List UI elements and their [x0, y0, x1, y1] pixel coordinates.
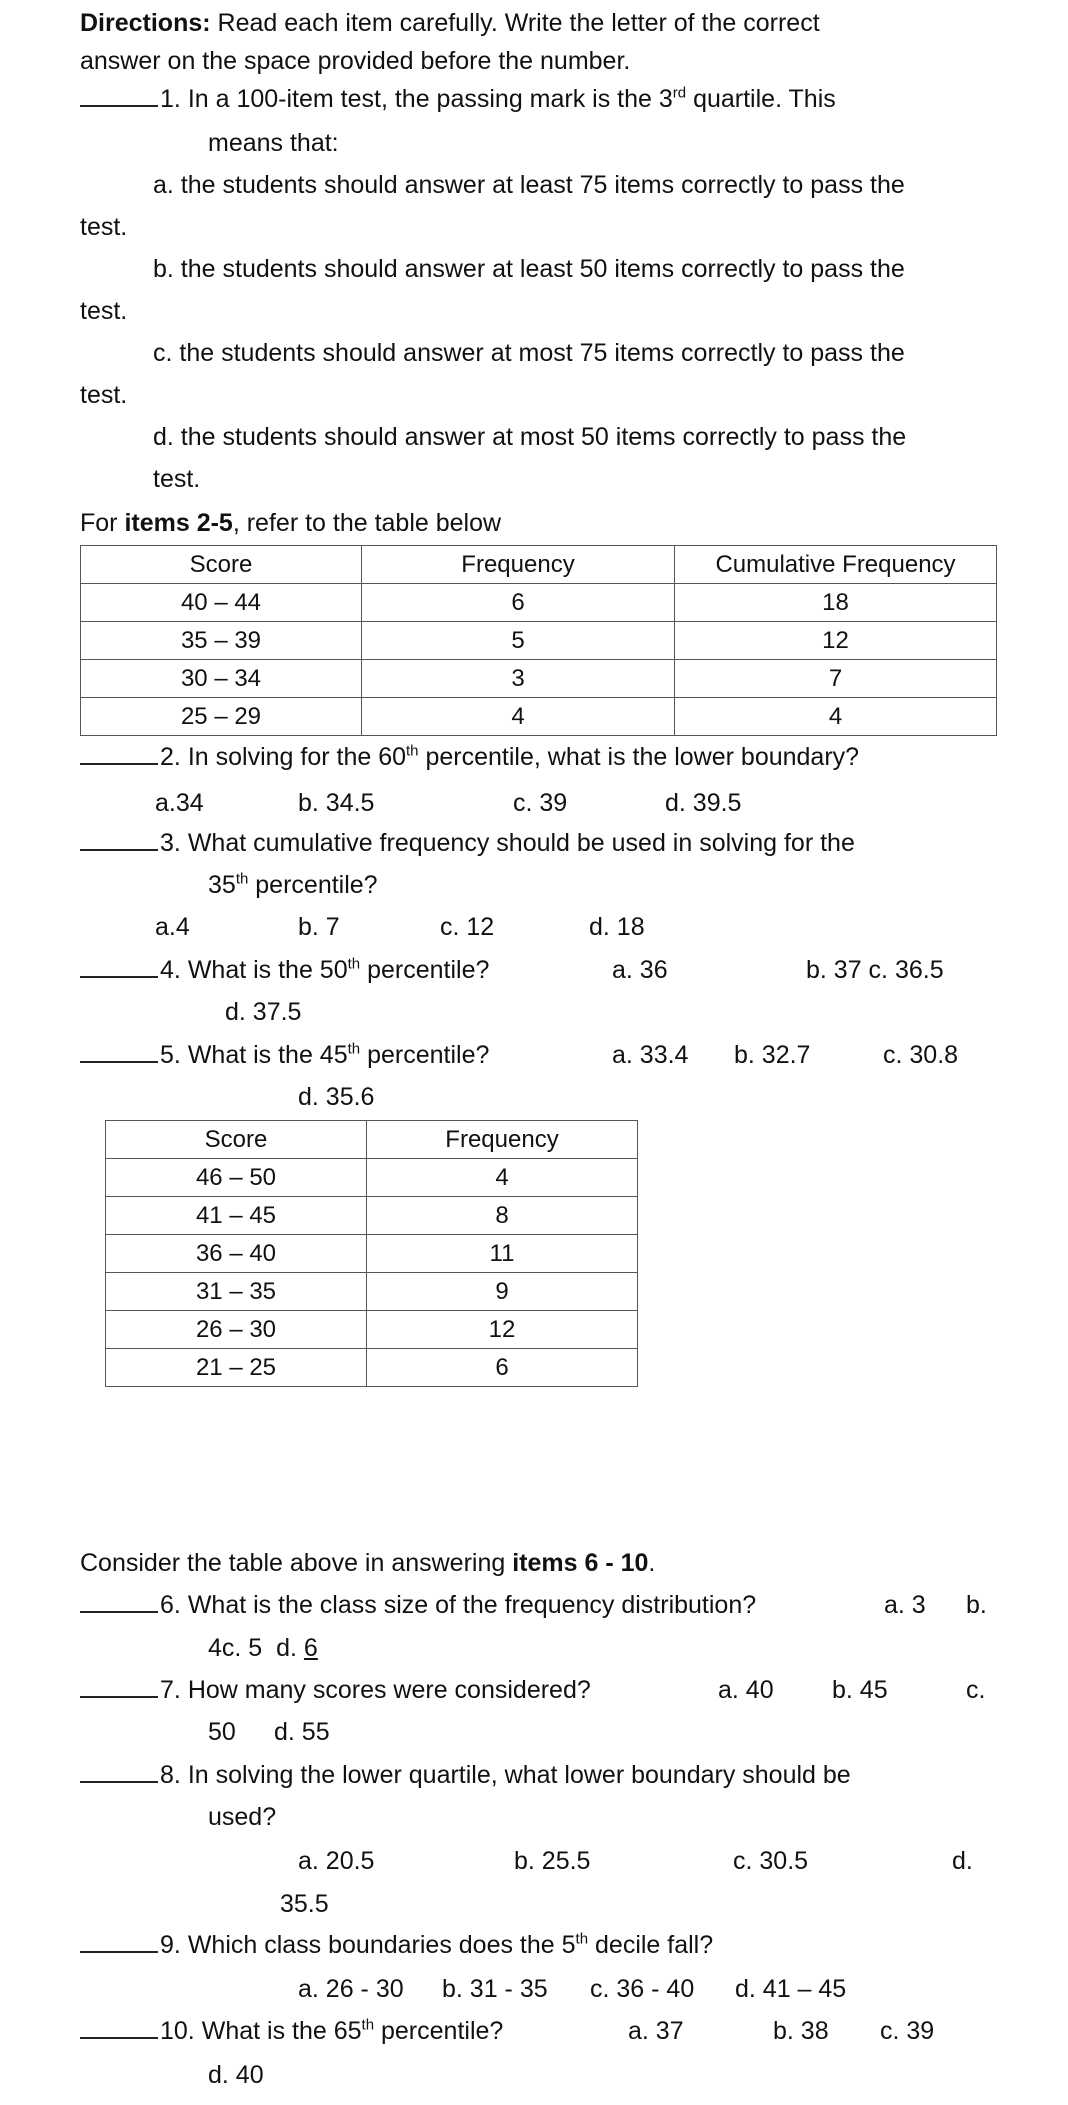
q6-option-d-value: 6 — [303, 1634, 318, 1662]
answer-blank-7[interactable] — [80, 1696, 158, 1698]
table-cell: 46 – 50 — [106, 1159, 367, 1197]
answer-blank-1[interactable] — [80, 105, 158, 107]
q9-option-a: a. 26 - 30 — [298, 1975, 404, 2003]
table2-header: Score — [106, 1121, 367, 1159]
q6-option-bc: 4c. 5 — [208, 1634, 263, 1662]
q1-option-b-end: test. — [80, 297, 128, 325]
q2-option-c: c. 39 — [513, 789, 568, 817]
table2-reference — [80, 1548, 655, 1578]
table-cell: 36 – 40 — [106, 1235, 367, 1273]
table-cell: 31 – 35 — [106, 1273, 367, 1311]
q1-text-a: In a 100-item test, the passing mark is the 3 — [187, 85, 673, 113]
q10-option-c: c. 39 — [880, 2017, 935, 2045]
q1-text-b: quartile. This — [693, 85, 836, 113]
q4-option-bc: b. 37 c. 36.5 — [806, 956, 944, 984]
q4-number: 4. — [160, 956, 181, 984]
question-6 — [80, 1590, 756, 1620]
q3-text-2 — [208, 870, 378, 900]
table-cell: 12 — [675, 622, 997, 660]
table1-header: Frequency — [362, 546, 675, 584]
frequency-table-2 — [105, 1120, 638, 1387]
q7-option-c: c. — [966, 1676, 986, 1704]
table-cell: 4 — [675, 698, 997, 736]
q3-sup: th — [235, 870, 249, 888]
q1-text-c: means that: — [208, 129, 339, 157]
q6-option-a: a. 3 — [884, 1591, 926, 1619]
q7-option-c-value: 50 — [208, 1718, 236, 1746]
q10-number: 10. — [160, 2017, 195, 2045]
answer-blank-4[interactable] — [80, 976, 158, 978]
q1-option-b: b. the students should answer at least 50 items correctly to pass the — [153, 255, 905, 283]
table-cell: 5 — [362, 622, 675, 660]
ref1-pre: For — [80, 509, 118, 537]
q7-option-a: a. 40 — [718, 1676, 774, 1704]
table-row — [81, 584, 997, 622]
q6-number: 6. — [160, 1591, 181, 1619]
table1-header: Score — [81, 546, 362, 584]
q7-number: 7. — [160, 1676, 181, 1704]
q2-sup: th — [406, 742, 419, 760]
ref1-post: , refer to the table below — [232, 509, 502, 537]
q8-option-a: a. 20.5 — [298, 1847, 375, 1875]
question-10 — [80, 2016, 503, 2046]
table-cell: 7 — [675, 660, 997, 698]
q8-option-d: d. — [952, 1847, 973, 1875]
directions-label: Directions: — [80, 9, 211, 37]
q2-text-a: In solving for the 60 — [187, 743, 407, 771]
q8-text: In solving the lower quartile, what lower boundary should be — [187, 1761, 851, 1789]
table2-header-row — [106, 1121, 638, 1159]
q10-text-b: percentile? — [381, 2017, 504, 2045]
q5-option-a: a. 33.4 — [612, 1041, 689, 1069]
q3-text: What cumulative frequency should be used in solving for the — [187, 829, 855, 857]
q8-text-2: used? — [208, 1803, 277, 1831]
q10-option-d: d. 40 — [208, 2061, 264, 2089]
q3-option-d: d. 18 — [589, 913, 645, 941]
ref2-bold: items 6 - 10 — [512, 1549, 649, 1577]
table1-header-row — [81, 546, 997, 584]
table1-header: Cumulative Frequency — [675, 546, 997, 584]
table-row — [81, 660, 997, 698]
ref2-post: . — [648, 1549, 656, 1577]
q1-option-d: d. the students should answer at most 50 items correctly to pass the — [153, 423, 907, 451]
q6-text: What is the class size of the frequency distribution? — [187, 1591, 757, 1619]
q5-option-b: b. 32.7 — [734, 1041, 811, 1069]
ref2-pre: Consider the table above in answering — [80, 1549, 506, 1577]
q1-option-a: a. the students should answer at least 75 items correctly to pass the — [153, 171, 905, 199]
q9-text-b: decile fall? — [595, 1931, 714, 1959]
answer-blank-2[interactable] — [80, 763, 158, 765]
q4-option-a: a. 36 — [612, 956, 668, 984]
q6-line-2 — [208, 1633, 318, 1663]
table-row — [106, 1159, 638, 1197]
table-row — [106, 1197, 638, 1235]
q6-option-b: b. — [966, 1591, 987, 1619]
table1-reference — [80, 508, 501, 538]
table-cell: 6 — [362, 584, 675, 622]
q9-text-a: Which class boundaries does the 5 — [187, 1931, 576, 1959]
answer-blank-8[interactable] — [80, 1781, 158, 1783]
table-cell: 26 – 30 — [106, 1311, 367, 1349]
q3-option-b: b. 7 — [298, 913, 340, 941]
answer-blank-9[interactable] — [80, 1951, 158, 1953]
q5-option-c: c. 30.8 — [883, 1041, 959, 1069]
q1-option-d-end: test. — [153, 465, 201, 493]
q7-text: How many scores were considered? — [187, 1676, 591, 1704]
table-row — [81, 698, 997, 736]
table-cell: 30 – 34 — [81, 660, 362, 698]
directions-text-2: answer on the space provided before the number. — [80, 47, 631, 75]
table2-header: Frequency — [367, 1121, 638, 1159]
q4-text-a: What is the 50 — [187, 956, 348, 984]
q10-option-b: b. 38 — [773, 2017, 829, 2045]
q10-sup: th — [361, 2016, 375, 2034]
q4-option-d: d. 37.5 — [225, 998, 302, 1026]
q3-text2-a: 35 — [208, 871, 236, 899]
q9-number: 9. — [160, 1931, 181, 1959]
q2-option-d: d. 39.5 — [665, 789, 742, 817]
q1-option-c-end: test. — [80, 381, 128, 409]
q5-text-b: percentile? — [367, 1041, 490, 1069]
frequency-table-1 — [80, 545, 997, 736]
q2-text-b: percentile, what is the lower boundary? — [425, 743, 860, 771]
directions-text-1: Read each item carefully. Write the letter of the correct — [217, 9, 820, 37]
table-cell: 4 — [367, 1159, 638, 1197]
table-cell: 25 – 29 — [81, 698, 362, 736]
table-cell: 11 — [367, 1235, 638, 1273]
q9-option-c: c. 36 - 40 — [590, 1975, 695, 2003]
answer-blank-3[interactable] — [80, 849, 158, 851]
q5-number: 5. — [160, 1041, 181, 1069]
directions-line-1 — [80, 8, 820, 38]
ref1-bold: items 2-5 — [124, 509, 233, 537]
q2-number: 2. — [160, 743, 181, 771]
q1-option-c: c. the students should answer at most 75 items correctly to pass the — [153, 339, 905, 367]
question-3 — [80, 828, 855, 858]
q8-option-b: b. 25.5 — [514, 1847, 591, 1875]
question-2 — [80, 742, 859, 772]
q8-number: 8. — [160, 1761, 181, 1789]
q5-option-d: d. 35.6 — [298, 1083, 375, 1111]
table-cell: 12 — [367, 1311, 638, 1349]
q9-sup: th — [575, 1930, 589, 1948]
table-cell: 35 – 39 — [81, 622, 362, 660]
q7-option-b: b. 45 — [832, 1676, 888, 1704]
table-cell: 41 – 45 — [106, 1197, 367, 1235]
q10-text-a: What is the 65 — [201, 2017, 362, 2045]
q3-option-a: a.4 — [155, 913, 190, 941]
answer-blank-6[interactable] — [80, 1611, 158, 1613]
q10-option-a: a. 37 — [628, 2017, 684, 2045]
answer-blank-5[interactable] — [80, 1061, 158, 1063]
q9-option-b: b. 31 - 35 — [442, 1975, 548, 2003]
table-row — [106, 1311, 638, 1349]
q2-option-a: a.34 — [155, 789, 204, 817]
q5-text-a: What is the 45 — [187, 1041, 348, 1069]
q1-sup: rd — [672, 84, 687, 102]
q4-text-b: percentile? — [367, 956, 490, 984]
table-cell: 3 — [362, 660, 675, 698]
q1-number: 1. — [160, 85, 181, 113]
question-4 — [80, 955, 489, 985]
table-cell: 21 – 25 — [106, 1349, 367, 1387]
q3-option-c: c. 12 — [440, 913, 495, 941]
question-9 — [80, 1930, 713, 1960]
q6-option-d-label: d. — [276, 1634, 297, 1662]
q7-option-d: d. 55 — [274, 1718, 330, 1746]
q2-option-b: b. 34.5 — [298, 789, 375, 817]
q3-number: 3. — [160, 829, 181, 857]
table-cell: 8 — [367, 1197, 638, 1235]
q8-option-d-value: 35.5 — [280, 1890, 329, 1918]
q5-sup: th — [347, 1040, 361, 1058]
table-row — [106, 1349, 638, 1387]
table-cell: 40 – 44 — [81, 584, 362, 622]
q9-option-d: d. 41 – 45 — [735, 1975, 847, 2003]
table-cell: 4 — [362, 698, 675, 736]
table-row — [81, 622, 997, 660]
answer-blank-10[interactable] — [80, 2037, 158, 2039]
q4-sup: th — [347, 955, 361, 973]
table-row — [106, 1273, 638, 1311]
question-5 — [80, 1040, 489, 1070]
table-cell: 6 — [367, 1349, 638, 1387]
table-cell: 18 — [675, 584, 997, 622]
table-row — [106, 1235, 638, 1273]
q3-text2-b: percentile? — [255, 871, 378, 899]
q8-option-c: c. 30.5 — [733, 1847, 809, 1875]
q1-option-a-end: test. — [80, 213, 128, 241]
table-cell: 9 — [367, 1273, 638, 1311]
question-1 — [80, 84, 836, 114]
question-8 — [80, 1760, 851, 1790]
question-7 — [80, 1675, 591, 1705]
